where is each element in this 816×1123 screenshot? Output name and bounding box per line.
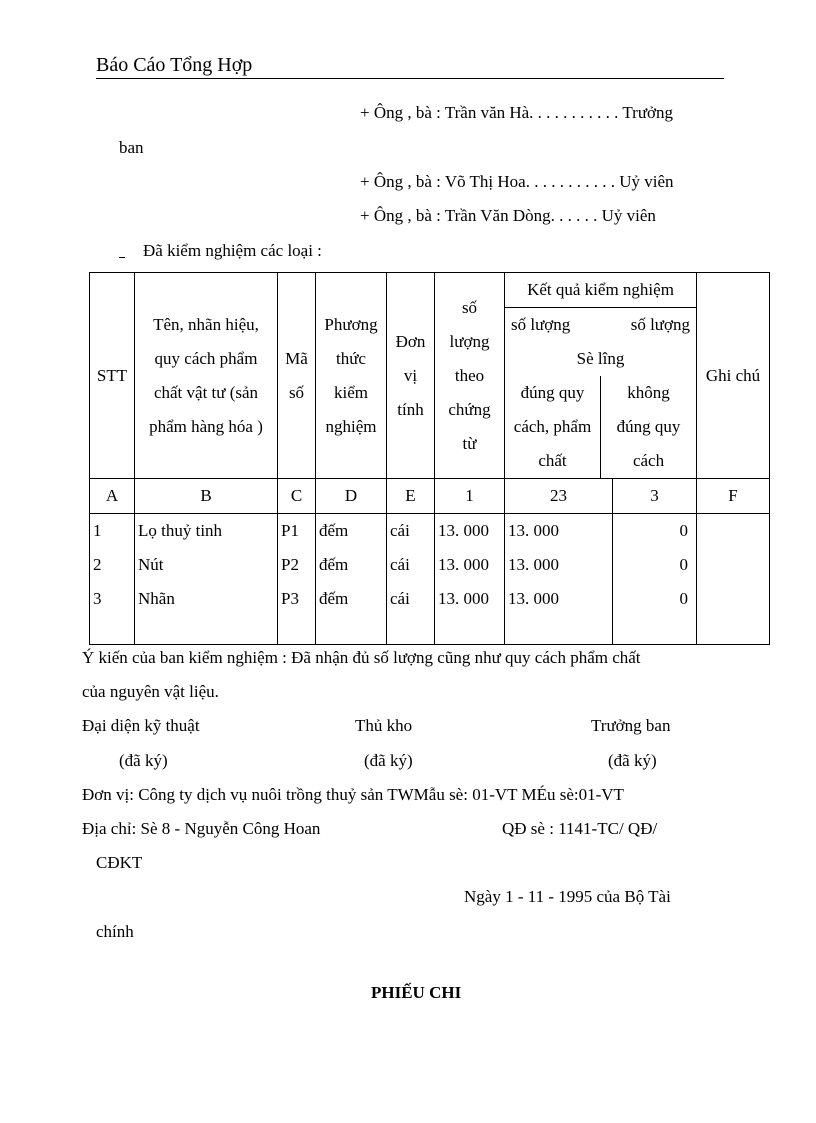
header-don-l2: vị bbox=[403, 365, 418, 385]
header-ma-l2: số bbox=[288, 382, 305, 402]
row-2-pt: đếm bbox=[319, 555, 349, 574]
header-phuong bbox=[316, 273, 387, 479]
signed-technical: (đã ký) bbox=[119, 751, 168, 770]
header-don-l1: Đơn bbox=[395, 331, 426, 351]
row-1-stt: 1 bbox=[93, 521, 102, 540]
header-stt: STT bbox=[90, 273, 135, 479]
dung-l1: đúng quy bbox=[520, 383, 585, 402]
opinion-line-2: của nguyên vật liệu. bbox=[82, 682, 219, 701]
opinion-line-1: Ý kiến của ban kiểm nghiệm : Đã nhận đủ số lượng cũng như quy cách phẩm chất bbox=[82, 648, 641, 667]
header-name bbox=[135, 273, 278, 479]
header-name-l1: Tên, nhãn hiệu, bbox=[153, 314, 259, 334]
body-khong bbox=[613, 514, 697, 645]
row-1-name: Lọ thuỷ tinh bbox=[138, 521, 223, 540]
header-rule bbox=[96, 78, 724, 79]
member-line-1-wrap: ban bbox=[119, 138, 144, 157]
body-pt bbox=[316, 514, 387, 645]
header-so-l3: theo bbox=[454, 365, 485, 385]
row-1-ma: P1 bbox=[281, 521, 299, 540]
header-so-l1: số bbox=[461, 297, 478, 317]
inspection-table bbox=[89, 272, 770, 645]
header-phuong-l1: Phương bbox=[324, 314, 378, 334]
dung-l3: chất bbox=[538, 451, 567, 470]
sub-cols bbox=[505, 376, 696, 478]
code-23: 23 bbox=[505, 479, 613, 514]
body-ma bbox=[278, 514, 316, 645]
code-d: D bbox=[316, 479, 387, 514]
sign-role-storekeeper: Thủ kho bbox=[355, 716, 413, 735]
row-1-pt: đếm bbox=[319, 521, 349, 540]
row-3-ma: P3 bbox=[281, 589, 299, 608]
row-1-sl: 13. 000 bbox=[438, 521, 489, 540]
code-1: 1 bbox=[435, 479, 505, 514]
sub-dung bbox=[505, 376, 600, 478]
header-don bbox=[387, 273, 435, 479]
member-line-3: + Ông , bà : Trần Văn Dòng. . . . . . Uỷ viên bbox=[360, 206, 656, 225]
header-ketqua: Kết quả kiểm nghiệm bbox=[505, 273, 697, 308]
khong-l1: không bbox=[627, 383, 670, 402]
khong-l3: cách bbox=[632, 451, 665, 470]
sub-mid-label: Sè lîng bbox=[576, 349, 625, 368]
khong-l2: đúng quy bbox=[616, 417, 681, 436]
body-stt bbox=[90, 514, 135, 645]
row-3-pt: đếm bbox=[319, 589, 349, 608]
body-dung bbox=[505, 514, 613, 645]
code-b: B bbox=[135, 479, 278, 514]
header-name-l2: quy cách phẩm bbox=[154, 348, 258, 368]
sign-role-technical: Đại diện kỹ thuật bbox=[82, 716, 200, 735]
body-ghichu bbox=[697, 514, 770, 645]
member-line-1: + Ông , bà : Trần văn Hà. . . . . . . . . . . Trưởng bbox=[360, 103, 674, 122]
date-line: Ngày 1 - 11 - 1995 của Bộ Tài bbox=[464, 887, 671, 906]
code-3: 3 bbox=[613, 479, 697, 514]
header-so-l5: từ bbox=[462, 433, 477, 453]
page-header-title: Báo Cáo Tổng Hợp bbox=[96, 54, 253, 76]
sub-khong bbox=[600, 376, 696, 478]
dung-l2: cách, phẩm bbox=[513, 417, 592, 436]
row-1-dv: cái bbox=[390, 521, 410, 540]
header-ghichu: Ghi chú bbox=[697, 273, 770, 479]
address-line: Địa chỉ: Sè 8 - Nguyễn Công Hoan bbox=[82, 819, 321, 838]
cdkt-line: CĐKT bbox=[96, 853, 143, 872]
row-3-dv: cái bbox=[390, 589, 410, 608]
document-title: PHIẾU CHI bbox=[371, 983, 462, 1002]
body-sl bbox=[435, 514, 505, 645]
code-c: C bbox=[278, 479, 316, 514]
tested-label: Đã kiểm nghiệm các loại : bbox=[143, 241, 322, 260]
sub-left-label: số lượng bbox=[511, 315, 571, 334]
row-2-name: Nút bbox=[138, 555, 164, 574]
header-soluong bbox=[435, 273, 505, 479]
member-line-2: + Ông , bà : Võ Thị Hoa. . . . . . . . . . . Uỷ viên bbox=[360, 172, 674, 191]
row-3-khong: 0 bbox=[679, 589, 689, 608]
header-name-l3: chất vật tư (sản bbox=[153, 382, 259, 402]
sub-head-row bbox=[505, 308, 696, 342]
header-name-l4: phẩm hàng hóa ) bbox=[149, 416, 263, 436]
decision-line: QĐ sè : 1141-TC/ QĐ/ bbox=[502, 819, 658, 838]
header-phuong-l2: thức bbox=[336, 348, 366, 368]
row-3-sl: 13. 000 bbox=[438, 589, 489, 608]
header-phuong-l4: nghiệm bbox=[325, 416, 377, 436]
header-ma-l1: Mã bbox=[285, 348, 308, 368]
row-2-dung: 13. 000 bbox=[508, 555, 559, 574]
row-2-sl: 13. 000 bbox=[438, 555, 489, 574]
row-3-stt: 3 bbox=[93, 589, 102, 608]
sub-right-label: số lượng bbox=[630, 315, 691, 334]
bullet-dash bbox=[119, 257, 125, 258]
code-a: A bbox=[90, 479, 135, 514]
row-2-dv: cái bbox=[390, 555, 410, 574]
header-phuong-l3: kiểm bbox=[334, 382, 368, 402]
header-ma bbox=[278, 273, 316, 479]
row-3-name: Nhãn bbox=[138, 589, 175, 608]
body-name bbox=[135, 514, 278, 645]
unit-line: Đơn vị: Công ty dịch vụ nuôi trồng thuỷ sản TWMẫu sè: 01-VT MÉu sè:01-VT bbox=[82, 785, 624, 804]
signed-storekeeper: (đã ký) bbox=[364, 751, 413, 770]
body-dv bbox=[387, 514, 435, 645]
row-1-khong: 0 bbox=[679, 521, 689, 540]
signed-head: (đã ký) bbox=[608, 751, 657, 770]
row-3-dung: 13. 000 bbox=[508, 589, 559, 608]
header-result-sub bbox=[505, 308, 697, 479]
chinh-line: chính bbox=[96, 922, 134, 941]
header-so-l4: chứng bbox=[448, 399, 491, 419]
row-2-stt: 2 bbox=[93, 555, 102, 574]
row-2-khong: 0 bbox=[679, 555, 689, 574]
code-e: E bbox=[387, 479, 435, 514]
header-so-l2: lượng bbox=[449, 331, 490, 351]
code-f: F bbox=[697, 479, 770, 514]
row-2-ma: P2 bbox=[281, 555, 299, 574]
sign-role-head: Trưởng ban bbox=[591, 716, 671, 735]
row-1-dung: 13. 000 bbox=[508, 521, 559, 540]
header-don-l3: tính bbox=[397, 399, 424, 419]
